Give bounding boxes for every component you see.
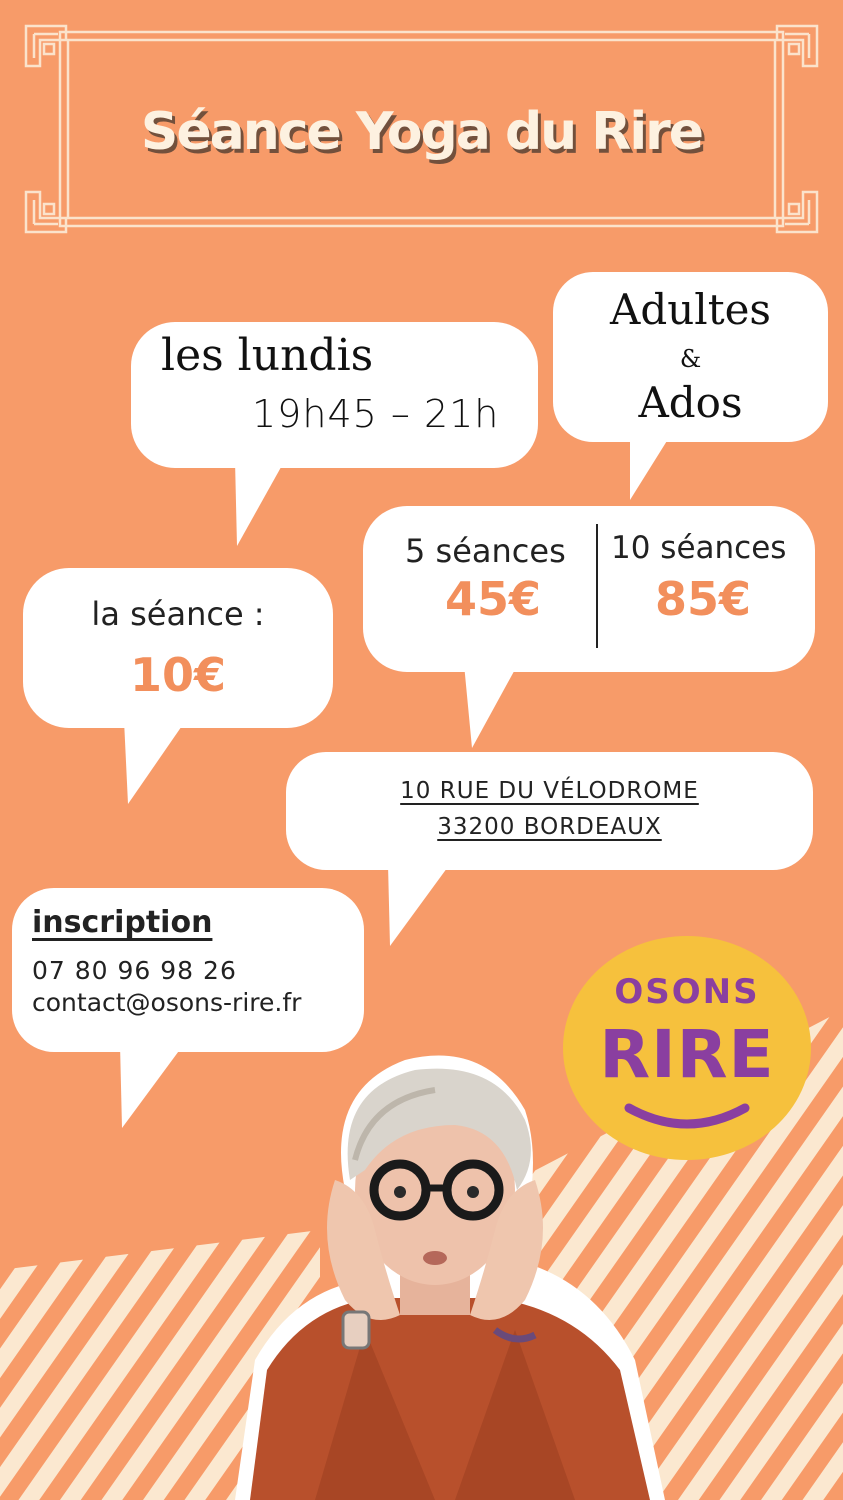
- contact-phone[interactable]: 07 80 96 98 26: [32, 956, 237, 985]
- pack10-label: 10 séances: [611, 530, 787, 566]
- logo-text-top: OSONS: [614, 972, 760, 1012]
- address-bubble: [286, 752, 813, 870]
- pack5-price: 45€: [444, 572, 542, 626]
- address-street[interactable]: 10 RUE DU VÉLODROME: [400, 778, 699, 804]
- single-session-price: 10€: [129, 648, 227, 702]
- audience-bubble-tail: [626, 436, 676, 502]
- logo-text-bottom: RIRE: [599, 1016, 775, 1093]
- page-title: Séance Yoga du Rire: [140, 102, 703, 162]
- single-session-label: la séance :: [91, 595, 265, 633]
- audience-ampersand: &: [679, 345, 702, 373]
- registration-heading: inscription: [32, 905, 213, 940]
- pack-divider: [596, 524, 598, 648]
- pack10-price: 85€: [654, 572, 752, 626]
- schedule-day: les lundis: [161, 330, 374, 381]
- contact-email[interactable]: contact@osons-rire.fr: [32, 988, 302, 1017]
- audience-adults: Adultes: [610, 285, 771, 334]
- title-banner: [20, 20, 823, 238]
- pack5-label: 5 séances: [405, 532, 566, 570]
- address-city[interactable]: 33200 BORDEAUX: [437, 814, 662, 840]
- schedule-bubble-tail: [225, 460, 295, 550]
- audience-teens: Ados: [638, 378, 743, 427]
- schedule-time: 19h45 – 21h: [252, 392, 500, 436]
- single-session-bubble-tail: [122, 720, 192, 806]
- pack-bubble-tail: [462, 664, 522, 750]
- contact-bubble-tail: [118, 1044, 188, 1130]
- address-bubble-tail: [384, 864, 454, 948]
- instructor-photo: [195, 1030, 675, 1500]
